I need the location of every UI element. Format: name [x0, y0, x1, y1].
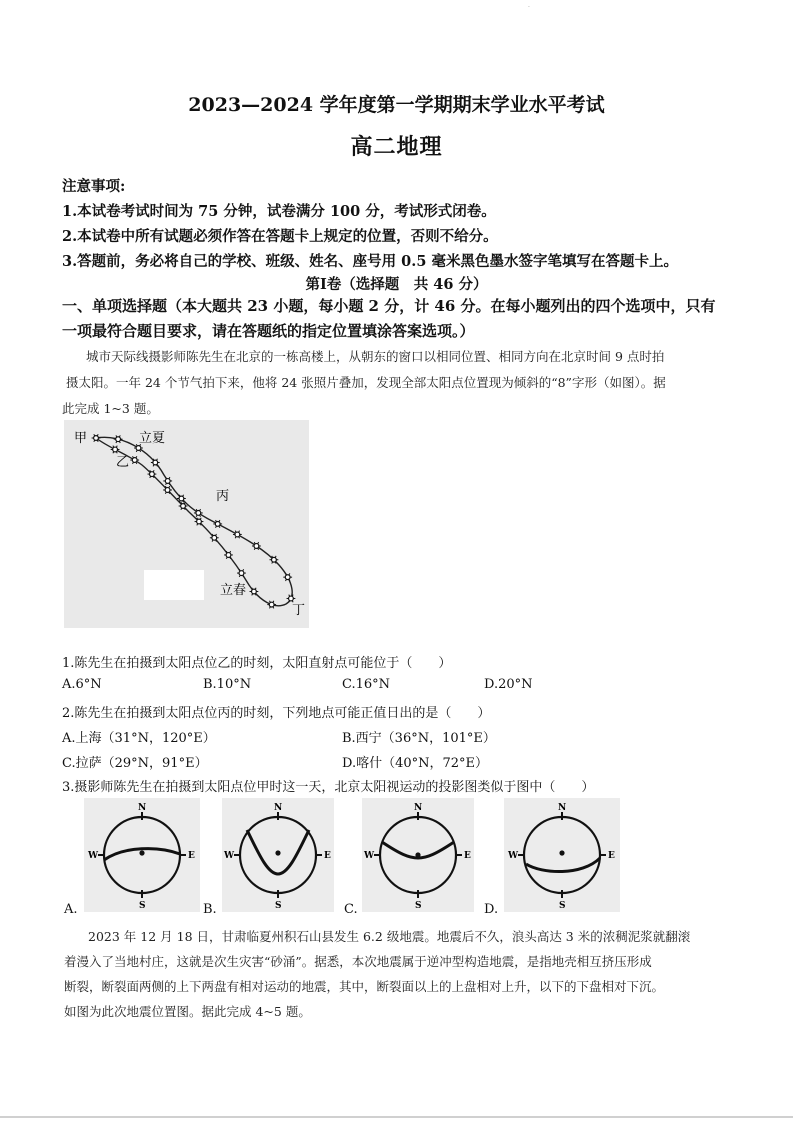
label-e: E: [464, 851, 471, 861]
sun-marker: [224, 551, 233, 559]
q1-stem: 1.陈先生在拍摄到太阳点位乙的时刻，太阳直射点可能位于（ ）: [62, 656, 452, 671]
label-w: W: [364, 851, 375, 861]
q2-option-c: C.拉萨（29°N，91°E）: [62, 756, 208, 771]
observer-dot: [139, 850, 144, 855]
diagram-c-svg: [362, 798, 474, 912]
diagram-a-svg: [84, 798, 200, 912]
notice-heading: 注意事项:: [62, 178, 126, 195]
intro2-line-3: 断裂，断裂面两侧的上下两盘有相对运动的地震，其中，断裂面以上的上盘相对上升，以下的下盘相对下沉。: [64, 979, 665, 994]
q2-option-d: D.喀什（40°N，72°E）: [342, 756, 489, 771]
diagram-d-svg: [504, 798, 620, 912]
q3-diagram-c: [362, 798, 474, 912]
sun-marker: [233, 531, 242, 539]
q3-stem: 3.摄影师陈先生在拍摄到太阳点位甲时这一天，北京太阳视运动的投影图类似于图中（ ）: [62, 780, 595, 795]
subject-title: 高二地理: [350, 134, 443, 160]
label-w: W: [508, 851, 519, 861]
intro2-line-2: 着漫入了当地村庄，这就是次生灾害“砂涌”。据悉，本次地震属于逆冲型构造地震，是指地壳相互挤压形成: [64, 954, 652, 969]
blank-patch: [144, 570, 204, 600]
label-e: E: [188, 851, 195, 861]
label-e: E: [324, 851, 331, 861]
part-one-line-2: 一项最符合题目要求，请在答题纸的指定位置填涂答案选项。）: [62, 322, 475, 340]
sun-path: [526, 858, 600, 872]
label-yi: 乙: [116, 455, 130, 470]
label-jia: 甲: [74, 431, 88, 446]
diagram-b-svg: [222, 798, 334, 912]
label-n: N: [414, 803, 423, 813]
page-bottom-rule: [0, 1116, 793, 1118]
label-lixia: 立夏: [139, 431, 166, 446]
sun-marker: [287, 595, 296, 603]
q3-option-b: B.: [203, 902, 217, 917]
notice-item-2: 2.本试卷中所有试题必须作答在答题卡上规定的位置，否则不给分。: [62, 228, 498, 245]
notice-item-3: 3.答题前，务必将自己的学校、班级、姓名、座号用 0.5 毫米黑色墨水签字笔填写在答题卡上。: [62, 253, 678, 270]
label-s: S: [415, 901, 422, 911]
q2-option-b: B.西宁（36°N，101°E）: [342, 731, 496, 746]
observer-dot: [275, 850, 280, 855]
sun-marker: [237, 569, 246, 577]
q1-option-b: B.10°N: [203, 677, 252, 692]
label-ding: 丁: [292, 603, 306, 618]
label-s: S: [139, 901, 146, 911]
exam-title: 2023—2024 学年度第一学期期末学业水平考试: [188, 94, 605, 116]
label-n: N: [138, 803, 147, 813]
label-bing: 丙: [216, 489, 230, 504]
label-w: W: [88, 851, 99, 861]
observer-dot: [559, 850, 564, 855]
sun-marker: [283, 573, 292, 581]
scan-speck: ·: [528, 4, 530, 11]
label-s: S: [275, 901, 282, 911]
q3-option-d: D.: [484, 902, 499, 917]
sun-marker: [111, 446, 120, 454]
q3-diagram-a: [84, 798, 200, 912]
label-n: N: [274, 803, 283, 813]
q1-option-d: D.20°N: [484, 677, 533, 692]
sun-marker: [163, 477, 172, 485]
q2-stem: 2.陈先生在拍摄到太阳点位丙的时刻，下列地点可能正值日出的是（ ）: [62, 706, 491, 721]
label-n: N: [558, 803, 567, 813]
q2-option-a: A.上海（31°N，120°E）: [62, 731, 216, 746]
q3-option-c: C.: [344, 902, 358, 917]
label-lichun: 立春: [220, 583, 247, 598]
intro1-line-2: 摄太阳。一年 24 个节气拍下来，他将 24 张照片叠加，发现全部太阳点位置现为倾斜的“8”字形（如图）。据: [66, 375, 666, 390]
label-w: W: [224, 851, 235, 861]
notice-item-1: 1.本试卷考试时间为 75 分钟，试卷满分 100 分，考试形式闭卷。: [62, 203, 496, 220]
analemma-svg: [64, 420, 309, 628]
q3-option-a: A.: [64, 902, 78, 917]
sun-marker: [213, 520, 222, 528]
q3-diagram-b: [222, 798, 334, 912]
sun-marker: [267, 601, 276, 609]
q1-option-a: A.6°N: [62, 677, 102, 692]
part-one-line-1: 一、单项选择题（本大题共 23 小题，每小题 2 分，计 46 分。在每小题列出的四个选项中，只有: [62, 297, 716, 315]
intro2-line-4: 如图为此次地震位置图。据此完成 4~5 题。: [64, 1004, 311, 1019]
intro2-line-1: 2023 年 12 月 18 日，甘肃临夏州积石山县发生 6.2 级地震。地震后不久，浪头高达 3 米的浓稠泥浆就翻滚: [88, 929, 691, 944]
analemma-figure: [64, 420, 309, 628]
intro1-line-1: 城市天际线摄影师陈先生在北京的一栋高楼上，从朝东的窗口以相同位置、相同方向在北京时间 9 点时拍: [86, 349, 665, 364]
sun-marker: [114, 435, 123, 443]
q3-diagram-d: [504, 798, 620, 912]
intro1-line-3: 此完成 1~3 题。: [62, 401, 159, 416]
q1-option-c: C.16°N: [342, 677, 391, 692]
label-e: E: [608, 851, 615, 861]
section-heading: 第Ⅰ卷（选择题 共 46 分）: [305, 276, 488, 293]
label-s: S: [559, 901, 566, 911]
part-one-instructions: [62, 294, 742, 344]
